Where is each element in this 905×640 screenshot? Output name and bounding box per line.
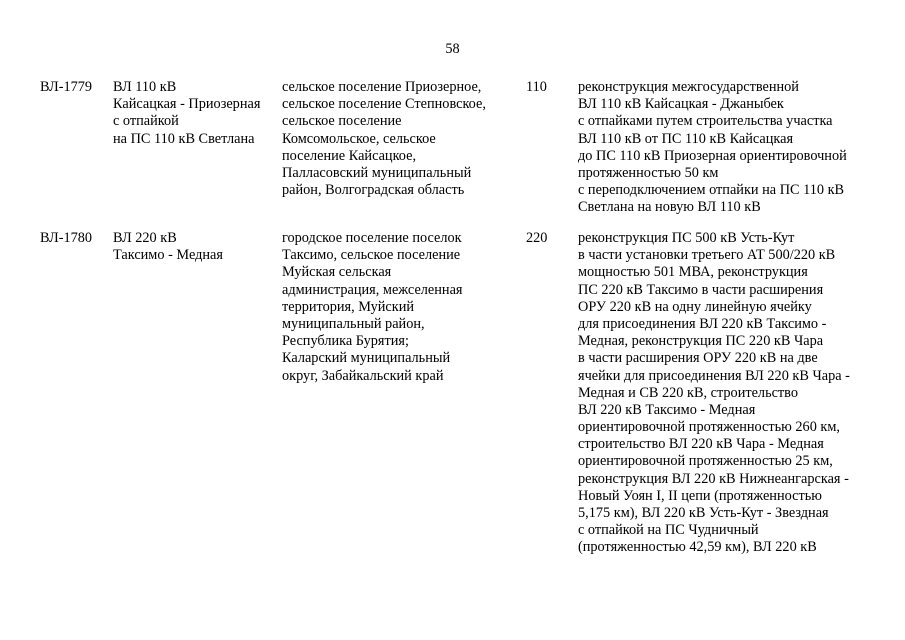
description-text: реконструкция межгосударственной: [578, 79, 799, 95]
line-code: ВЛ-1780: [40, 230, 93, 246]
location-text: сельское поселение: [282, 113, 402, 130]
description-text: ориентировочной протяженностью 25 км,: [578, 453, 833, 470]
description-text: ячейки для присоединения ВЛ 220 кВ Чара -: [578, 367, 850, 384]
description-text: 5,175 км), ВЛ 220 кВ Усть-Кут - Звездная: [578, 505, 829, 521]
line-code: ВЛ-1779: [40, 79, 93, 95]
line-voltage: 110: [526, 79, 547, 95]
location-text: сельское поселение Степновское,: [282, 96, 486, 113]
line-name-text: ВЛ 220 кВ: [113, 230, 177, 246]
description-text: ориентировочной протяженностью 260 км,: [578, 419, 840, 436]
location-text: Муйская сельская: [282, 264, 392, 281]
description-text: строительство ВЛ 220 кВ Чара - Медная: [578, 436, 824, 453]
description-text: в части установки третьего АТ 500/220 кВ: [578, 247, 836, 264]
line-name-text: ВЛ 110 кВ: [113, 79, 177, 95]
description-text: Медная, реконструкция ПС 220 кВ Чара: [578, 333, 824, 350]
description-text: протяженностью 50 км: [578, 164, 719, 181]
description-text: ОРУ 220 кВ на одну линейную ячейку: [578, 298, 812, 315]
description-text: (протяженностью 42,59 км), ВЛ 220 кВ: [578, 539, 817, 556]
location-text: Палласовский муниципальный: [282, 164, 472, 181]
location-text: Таксимо, сельское поселение: [282, 247, 461, 264]
line-location: [282, 230, 463, 385]
location-text: администрация, межселенная: [282, 281, 463, 298]
description-text: Новый Уоян I, II цепи (протяженностью: [578, 487, 822, 504]
description-text: Светлана на новую ВЛ 110 кВ: [578, 199, 761, 216]
line-name: [113, 230, 223, 264]
location-text: территория, Муйский: [282, 298, 415, 315]
line-name-text: Таксимо - Медная: [113, 247, 223, 264]
location-text: поселение Кайсацкое,: [282, 147, 417, 164]
description-text: до ПС 110 кВ Приозерная ориентировочной: [578, 147, 847, 164]
line-voltage: 220: [526, 230, 548, 246]
location-text: сельское поселение Приозерное,: [282, 79, 482, 95]
description-text: ПС 220 кВ Таксимо в части расширения: [578, 281, 824, 298]
line-name-text: на ПС 110 кВ Светлана: [113, 130, 255, 147]
description-text: реконструкция ПС 500 кВ Усть-Кут: [578, 230, 795, 246]
line-location: [282, 79, 486, 199]
description-text: Медная и СВ 220 кВ, строительство: [578, 384, 798, 401]
description-text: реконструкция ВЛ 220 кВ Нижнеангарская -: [578, 470, 849, 487]
description-text: ВЛ 110 кВ от ПС 110 кВ Кайсацкая: [578, 130, 794, 147]
description-text: мощностью 501 МВА, реконструкция: [578, 264, 808, 281]
location-text: Республика Бурятия;: [282, 333, 409, 350]
description-text: с отпайками путем строительства участка: [578, 113, 833, 130]
description-text: для присоединения ВЛ 220 кВ Таксимо -: [578, 315, 827, 332]
location-text: Комсомольское, сельское: [282, 130, 436, 147]
page-number: 58: [445, 41, 460, 57]
line-name-text: с отпайкой: [113, 113, 179, 130]
line-description: [578, 230, 850, 557]
line-name-text: Кайсацкая - Приозерная: [113, 96, 261, 113]
description-text: с отпайкой на ПС Чудничный: [578, 522, 759, 539]
description-text: в части расширения ОРУ 220 кВ на две: [578, 350, 818, 367]
location-text: район, Волгоградская область: [282, 182, 465, 199]
location-text: городское поселение поселок: [282, 230, 462, 246]
description-text: ВЛ 110 кВ Кайсацкая - Джаныбек: [578, 96, 784, 113]
location-text: Каларский муниципальный: [282, 350, 451, 367]
location-text: округ, Забайкальский край: [282, 367, 444, 384]
line-description: [578, 79, 847, 217]
description-text: с переподключением отпайки на ПС 110 кВ: [578, 182, 845, 199]
location-text: муниципальный район,: [282, 315, 425, 332]
description-text: ВЛ 220 кВ Таксимо - Медная: [578, 401, 756, 418]
line-name: [113, 79, 260, 148]
